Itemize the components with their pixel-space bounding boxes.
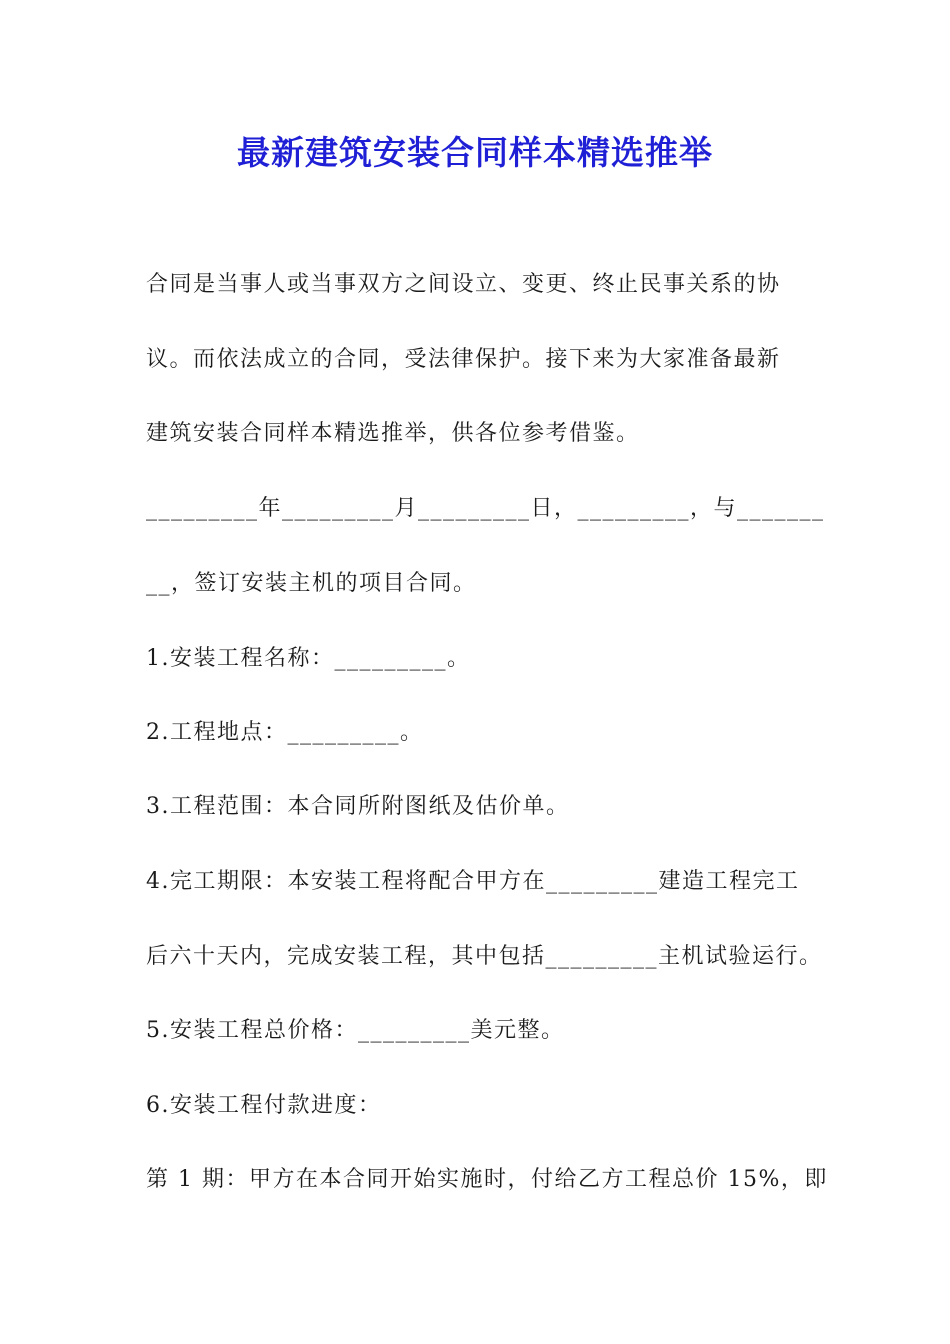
paragraph-line: __，签订安装主机的项目合同。 xyxy=(146,571,477,596)
paragraph-line: 议。而依法成立的合同，受法律保护。接下来为大家准备最新 xyxy=(146,347,781,372)
clause-6: 6.安装工程付款进度： xyxy=(146,1093,382,1118)
clause-4: 4.完工期限：本安装工程将配合甲方在_________建造工程完工 xyxy=(146,869,800,894)
paragraph-line: 建筑安装合同样本精选推举，供各位参考借鉴。 xyxy=(146,421,640,446)
clause-4-continued: 后六十天内，完成安装工程，其中包括_________主机试验运行。 xyxy=(146,944,823,969)
clause-2: 2.工程地点：_________。 xyxy=(146,720,424,745)
document-title: 最新建筑安装合同样本精选推举 xyxy=(237,133,713,172)
payment-phase-1: 第 1 期：甲方在本合同开始实施时，付给乙方工程总价 15%，即 xyxy=(146,1167,828,1192)
clause-1: 1.安装工程名称：_________。 xyxy=(146,646,471,671)
clause-5: 5.安装工程总价格：_________美元整。 xyxy=(146,1018,565,1043)
clause-3: 3.工程范围：本合同所附图纸及估价单。 xyxy=(146,794,570,819)
paragraph-line: 合同是当事人或当事双方之间设立、变更、终止民事关系的协 xyxy=(146,272,781,297)
paragraph-line: _________年_________月_________日，_________，与_______ xyxy=(146,496,825,521)
